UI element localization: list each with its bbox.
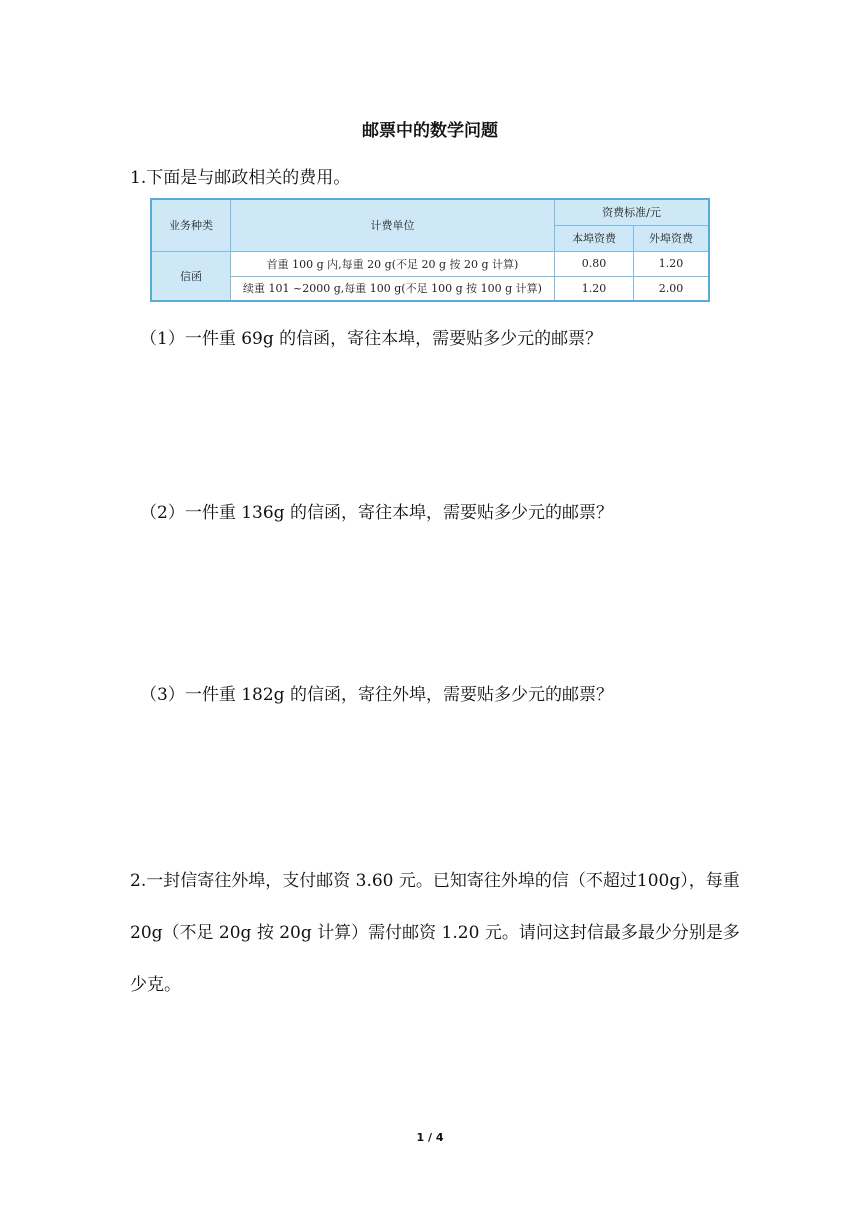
question-1-part-3: （3）一件重 182g 的信函，寄往外埠，需要贴多少元的邮票？ [140, 685, 613, 705]
page-number: 1 / 4 [416, 1131, 444, 1144]
cell-local-fee: 0.80 [555, 251, 634, 276]
header-business-type: 业务种类 [151, 199, 231, 251]
header-remote-fee: 外埠资费 [634, 225, 710, 251]
question-2-text: 2.一封信寄往外埠，支付邮资 3.60 元。已知寄往外埠的信（不超过100g），每重 20g（不足 20g 按 20g 计算）需付邮资 1.20 元。请问这封信最多最少分别是多少克。 [130, 871, 740, 995]
cell-letter-type: 信函 [151, 251, 231, 301]
table-row [151, 276, 709, 301]
question-1-part-2: （2）一件重 136g 的信函，寄往本埠，需要贴多少元的邮票？ [140, 503, 613, 523]
cell-unit: 续重 101 ~2000 g,每重 100 g(不足 100 g 按 100 g 计算) [231, 276, 555, 301]
header-fee-standard: 资费标准/元 [555, 199, 710, 225]
page-title: 邮票中的数学问题 [362, 121, 498, 141]
cell-unit: 首重 100 g 内,每重 20 g(不足 20 g 按 20 g 计算) [231, 251, 555, 276]
question-1-part-1: （1）一件重 69g 的信函，寄往本埠，需要贴多少元的邮票？ [140, 329, 603, 349]
cell-remote-fee: 2.00 [634, 276, 710, 301]
table-row [151, 251, 709, 276]
header-local-fee: 本埠资费 [555, 225, 634, 251]
question-1-text: 1.下面是与邮政相关的费用。 [130, 168, 351, 188]
postal-fee-table [150, 198, 710, 302]
header-billing-unit: 计费单位 [231, 199, 555, 251]
cell-remote-fee: 1.20 [634, 251, 710, 276]
cell-local-fee: 1.20 [555, 276, 634, 301]
